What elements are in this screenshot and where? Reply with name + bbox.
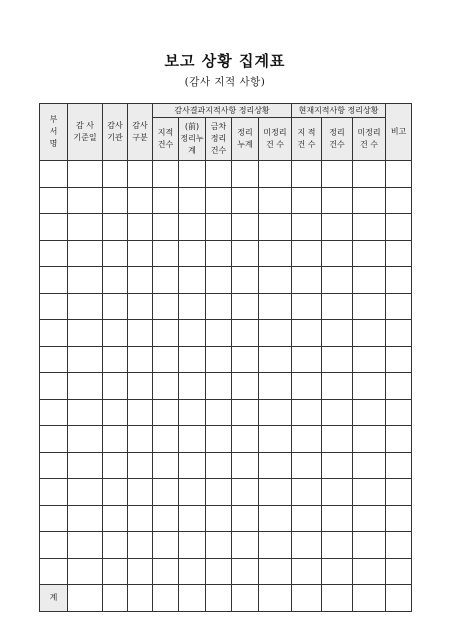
- table-cell[interactable]: [292, 240, 322, 267]
- table-cell[interactable]: [232, 399, 259, 426]
- table-cell[interactable]: [322, 585, 353, 612]
- table-cell[interactable]: [40, 267, 68, 294]
- table-cell[interactable]: [179, 346, 206, 373]
- header-group-audit-result: 감사결과지적사항 정리상황: [153, 104, 292, 118]
- table-cell[interactable]: [259, 479, 292, 506]
- table-cell[interactable]: [128, 558, 153, 585]
- header-dept: 부 서 명: [40, 104, 68, 161]
- table-cell[interactable]: [128, 346, 153, 373]
- header-group-current: 현재지적사항 정리상황: [292, 104, 386, 118]
- table-cell[interactable]: [353, 267, 386, 294]
- table-cell[interactable]: [68, 532, 103, 559]
- table-row: [40, 505, 412, 532]
- table-cell[interactable]: [232, 558, 259, 585]
- table-cell[interactable]: [232, 505, 259, 532]
- table-cell[interactable]: [259, 187, 292, 214]
- table-cell[interactable]: [292, 161, 322, 188]
- table-cell[interactable]: [259, 532, 292, 559]
- table-cell[interactable]: [128, 267, 153, 294]
- table-cell[interactable]: [128, 214, 153, 241]
- table-row: [40, 346, 412, 373]
- table-cell[interactable]: [128, 373, 153, 400]
- table-cell[interactable]: [153, 187, 179, 214]
- table-cell[interactable]: [103, 320, 128, 347]
- table-cell[interactable]: [322, 426, 353, 453]
- table-cell[interactable]: [179, 585, 206, 612]
- table-cell[interactable]: [232, 373, 259, 400]
- table-cell[interactable]: [206, 346, 232, 373]
- table-row: [40, 426, 412, 453]
- table-cell[interactable]: [128, 452, 153, 479]
- table-cell[interactable]: [179, 399, 206, 426]
- table-cell[interactable]: [386, 320, 412, 347]
- table-cell[interactable]: [206, 214, 232, 241]
- table-cell[interactable]: [128, 585, 153, 612]
- table-cell[interactable]: [353, 214, 386, 241]
- table-cell[interactable]: [206, 585, 232, 612]
- table-cell[interactable]: [128, 426, 153, 453]
- table-cell[interactable]: [259, 452, 292, 479]
- table-cell[interactable]: [322, 532, 353, 559]
- table-cell[interactable]: [259, 214, 292, 241]
- table-cell[interactable]: [103, 479, 128, 506]
- table-cell[interactable]: [386, 479, 412, 506]
- table-row: [40, 320, 412, 347]
- table-cell[interactable]: [206, 399, 232, 426]
- table-cell[interactable]: [68, 320, 103, 347]
- table-cell[interactable]: [206, 187, 232, 214]
- table-cell[interactable]: [322, 373, 353, 400]
- table-cell[interactable]: [206, 452, 232, 479]
- table-cell[interactable]: [68, 426, 103, 453]
- table-cell[interactable]: [353, 293, 386, 320]
- table-cell[interactable]: [386, 532, 412, 559]
- table-cell[interactable]: [322, 399, 353, 426]
- table-cell[interactable]: [259, 558, 292, 585]
- table-cell[interactable]: [40, 320, 68, 347]
- table-cell[interactable]: [206, 558, 232, 585]
- table-cell[interactable]: [386, 293, 412, 320]
- total-label: 계: [40, 585, 68, 612]
- table-cell[interactable]: [292, 187, 322, 214]
- table-cell[interactable]: [179, 240, 206, 267]
- table-cell[interactable]: [68, 214, 103, 241]
- header-current-findings-count: 지 적 건 수: [292, 118, 322, 161]
- table-cell[interactable]: [353, 320, 386, 347]
- table-cell[interactable]: [103, 505, 128, 532]
- table-cell[interactable]: [322, 452, 353, 479]
- table-cell[interactable]: [40, 399, 68, 426]
- table-cell[interactable]: [353, 505, 386, 532]
- table-cell[interactable]: [103, 532, 128, 559]
- table-row: [40, 240, 412, 267]
- table-cell[interactable]: [292, 267, 322, 294]
- table-cell[interactable]: [128, 187, 153, 214]
- table-cell[interactable]: [179, 558, 206, 585]
- table-cell[interactable]: [128, 505, 153, 532]
- table-cell[interactable]: [386, 267, 412, 294]
- table-cell[interactable]: [68, 452, 103, 479]
- table-row: [40, 187, 412, 214]
- table-cell[interactable]: [68, 479, 103, 506]
- table-cell[interactable]: [232, 346, 259, 373]
- table-cell[interactable]: [232, 479, 259, 506]
- table-cell[interactable]: [128, 240, 153, 267]
- table-cell[interactable]: [322, 293, 353, 320]
- table-cell[interactable]: [40, 479, 68, 506]
- table-cell[interactable]: [128, 479, 153, 506]
- table-cell[interactable]: [206, 532, 232, 559]
- header-audit-date: 감 사 기준일: [68, 104, 103, 161]
- table-cell[interactable]: [68, 373, 103, 400]
- table-cell[interactable]: [259, 426, 292, 453]
- table-cell[interactable]: [40, 532, 68, 559]
- table-cell[interactable]: [292, 452, 322, 479]
- table-cell[interactable]: [386, 373, 412, 400]
- table-cell[interactable]: [40, 373, 68, 400]
- table-cell[interactable]: [103, 426, 128, 453]
- table-cell[interactable]: [179, 532, 206, 559]
- table-cell[interactable]: [103, 346, 128, 373]
- table-cell[interactable]: [40, 346, 68, 373]
- table-cell[interactable]: [179, 161, 206, 188]
- document-title: 보고 상황 집계표: [164, 52, 286, 70]
- table-cell[interactable]: [386, 187, 412, 214]
- table-cell[interactable]: [292, 426, 322, 453]
- header-current-unresolved-count: 미정리 건 수: [353, 118, 386, 161]
- table-cell[interactable]: [179, 187, 206, 214]
- table-cell[interactable]: [232, 426, 259, 453]
- table-cell[interactable]: [179, 373, 206, 400]
- table-row: [40, 558, 412, 585]
- table-cell[interactable]: [40, 161, 68, 188]
- table-cell[interactable]: [206, 240, 232, 267]
- table-cell[interactable]: [179, 214, 206, 241]
- table-cell[interactable]: [179, 267, 206, 294]
- header-prev-resolved-cumulative: (前) 정리누 계: [179, 118, 206, 161]
- table-cell[interactable]: [153, 532, 179, 559]
- table-cell[interactable]: [179, 505, 206, 532]
- table-cell[interactable]: [292, 399, 322, 426]
- table-cell[interactable]: [103, 452, 128, 479]
- table-row: [40, 267, 412, 294]
- table-cell[interactable]: [206, 293, 232, 320]
- table-cell[interactable]: [68, 267, 103, 294]
- table-cell[interactable]: [68, 505, 103, 532]
- table-cell[interactable]: [68, 558, 103, 585]
- table-cell[interactable]: [103, 399, 128, 426]
- table-cell[interactable]: [128, 293, 153, 320]
- table-cell[interactable]: [292, 293, 322, 320]
- table-cell[interactable]: [153, 452, 179, 479]
- table-cell[interactable]: [259, 505, 292, 532]
- table-cell[interactable]: [322, 214, 353, 241]
- table-cell[interactable]: [353, 240, 386, 267]
- table-cell[interactable]: [292, 479, 322, 506]
- table-cell[interactable]: [386, 214, 412, 241]
- table-cell[interactable]: [353, 346, 386, 373]
- header-this-time-resolved: 금차 정리 건수: [206, 118, 232, 161]
- table-cell[interactable]: [103, 240, 128, 267]
- table-cell[interactable]: [259, 320, 292, 347]
- table-body: [40, 161, 412, 612]
- table-row: [40, 479, 412, 506]
- table-cell[interactable]: [153, 585, 179, 612]
- table-cell[interactable]: [232, 267, 259, 294]
- table-cell[interactable]: [103, 161, 128, 188]
- table-cell[interactable]: [179, 426, 206, 453]
- table-cell[interactable]: [322, 267, 353, 294]
- table-cell[interactable]: [153, 479, 179, 506]
- table-cell[interactable]: [292, 558, 322, 585]
- table-cell[interactable]: [128, 320, 153, 347]
- table-cell[interactable]: [103, 373, 128, 400]
- table-cell[interactable]: [292, 346, 322, 373]
- table-cell[interactable]: [386, 240, 412, 267]
- table-cell[interactable]: [386, 426, 412, 453]
- table-cell[interactable]: [353, 532, 386, 559]
- table-cell[interactable]: [232, 293, 259, 320]
- table-cell[interactable]: [206, 373, 232, 400]
- table-cell[interactable]: [179, 320, 206, 347]
- table-cell[interactable]: [153, 293, 179, 320]
- table-cell[interactable]: [232, 585, 259, 612]
- table-cell[interactable]: [353, 558, 386, 585]
- table-cell[interactable]: [259, 346, 292, 373]
- table-cell[interactable]: [153, 399, 179, 426]
- table-cell[interactable]: [103, 214, 128, 241]
- table-cell[interactable]: [259, 399, 292, 426]
- table-cell[interactable]: [128, 161, 153, 188]
- table-cell[interactable]: [292, 320, 322, 347]
- table-cell[interactable]: [153, 426, 179, 453]
- table-cell[interactable]: [353, 452, 386, 479]
- table-cell[interactable]: [153, 320, 179, 347]
- table-cell[interactable]: [322, 346, 353, 373]
- table-cell[interactable]: [153, 346, 179, 373]
- table-cell[interactable]: [322, 240, 353, 267]
- table-cell[interactable]: [353, 399, 386, 426]
- table-cell[interactable]: [179, 452, 206, 479]
- table-cell[interactable]: [353, 479, 386, 506]
- table-cell[interactable]: [292, 214, 322, 241]
- table-cell[interactable]: [353, 426, 386, 453]
- table-row: [40, 214, 412, 241]
- table-cell[interactable]: [232, 532, 259, 559]
- table-cell[interactable]: [179, 293, 206, 320]
- table-row: [40, 452, 412, 479]
- table-cell[interactable]: [103, 585, 128, 612]
- table-cell[interactable]: [40, 426, 68, 453]
- table-cell[interactable]: [232, 187, 259, 214]
- table-cell[interactable]: [322, 320, 353, 347]
- table-cell[interactable]: [322, 558, 353, 585]
- table-cell[interactable]: [40, 452, 68, 479]
- table-cell[interactable]: [259, 267, 292, 294]
- header-resolved-cumulative: 정리 누계: [232, 118, 259, 161]
- table-row: [40, 161, 412, 188]
- total-row: [40, 585, 412, 612]
- table-cell[interactable]: [206, 426, 232, 453]
- table-cell[interactable]: [68, 585, 103, 612]
- table-cell[interactable]: [206, 161, 232, 188]
- table-cell[interactable]: [40, 214, 68, 241]
- table-cell[interactable]: [292, 505, 322, 532]
- table-cell[interactable]: [40, 558, 68, 585]
- table-cell[interactable]: [206, 505, 232, 532]
- table-cell[interactable]: [386, 346, 412, 373]
- table-cell[interactable]: [322, 161, 353, 188]
- table-cell[interactable]: [292, 532, 322, 559]
- table-cell[interactable]: [386, 585, 412, 612]
- table-cell[interactable]: [259, 293, 292, 320]
- table-cell[interactable]: [128, 399, 153, 426]
- table-cell[interactable]: [259, 161, 292, 188]
- table-cell[interactable]: [232, 240, 259, 267]
- table-cell[interactable]: [128, 532, 153, 559]
- header-remark: 비고: [386, 104, 412, 161]
- table-cell[interactable]: [68, 293, 103, 320]
- table-cell[interactable]: [68, 346, 103, 373]
- table-row: [40, 373, 412, 400]
- table-cell[interactable]: [259, 373, 292, 400]
- table-cell[interactable]: [322, 479, 353, 506]
- table-cell[interactable]: [103, 293, 128, 320]
- table-cell[interactable]: [386, 161, 412, 188]
- table-cell[interactable]: [153, 240, 179, 267]
- table-cell[interactable]: [153, 161, 179, 188]
- table-cell[interactable]: [153, 214, 179, 241]
- table-cell[interactable]: [40, 187, 68, 214]
- table-cell[interactable]: [386, 505, 412, 532]
- table-cell[interactable]: [386, 452, 412, 479]
- table-cell[interactable]: [68, 187, 103, 214]
- table-cell[interactable]: [322, 505, 353, 532]
- table-cell[interactable]: [103, 558, 128, 585]
- table-cell[interactable]: [232, 452, 259, 479]
- header-audit-type: 감사 구분: [128, 104, 153, 161]
- table-cell[interactable]: [68, 240, 103, 267]
- header-current-resolved-count: 정리 건수: [322, 118, 353, 161]
- table-row: [40, 293, 412, 320]
- table-cell[interactable]: [232, 161, 259, 188]
- table-cell[interactable]: [103, 267, 128, 294]
- table-cell[interactable]: [179, 479, 206, 506]
- table-cell[interactable]: [206, 479, 232, 506]
- table-cell[interactable]: [153, 558, 179, 585]
- table-cell[interactable]: [206, 320, 232, 347]
- table-cell[interactable]: [232, 320, 259, 347]
- summary-table: [39, 103, 412, 612]
- table-cell[interactable]: [153, 505, 179, 532]
- table-cell[interactable]: [259, 585, 292, 612]
- table-cell[interactable]: [259, 240, 292, 267]
- table-cell[interactable]: [386, 399, 412, 426]
- header-audit-org: 감사 기관: [103, 104, 128, 161]
- table-cell[interactable]: [40, 505, 68, 532]
- table-row: [40, 532, 412, 559]
- table-cell[interactable]: [353, 373, 386, 400]
- table-cell[interactable]: [353, 585, 386, 612]
- table-cell[interactable]: [386, 558, 412, 585]
- table-cell[interactable]: [153, 267, 179, 294]
- table-cell[interactable]: [353, 187, 386, 214]
- header-unresolved-count: 미정리 건 수: [259, 118, 292, 161]
- document-subtitle: (감사 지적 사항): [184, 76, 266, 88]
- table-cell[interactable]: [232, 214, 259, 241]
- table-row: [40, 399, 412, 426]
- table-cell[interactable]: [206, 267, 232, 294]
- table-cell[interactable]: [40, 240, 68, 267]
- table-cell[interactable]: [153, 373, 179, 400]
- table-cell[interactable]: [68, 399, 103, 426]
- table-cell[interactable]: [103, 187, 128, 214]
- table-cell[interactable]: [353, 161, 386, 188]
- header-findings-count: 지적 건수: [153, 118, 179, 161]
- table-cell[interactable]: [68, 161, 103, 188]
- table-cell[interactable]: [322, 187, 353, 214]
- table-cell[interactable]: [292, 585, 322, 612]
- table-cell[interactable]: [292, 373, 322, 400]
- table-cell[interactable]: [40, 293, 68, 320]
